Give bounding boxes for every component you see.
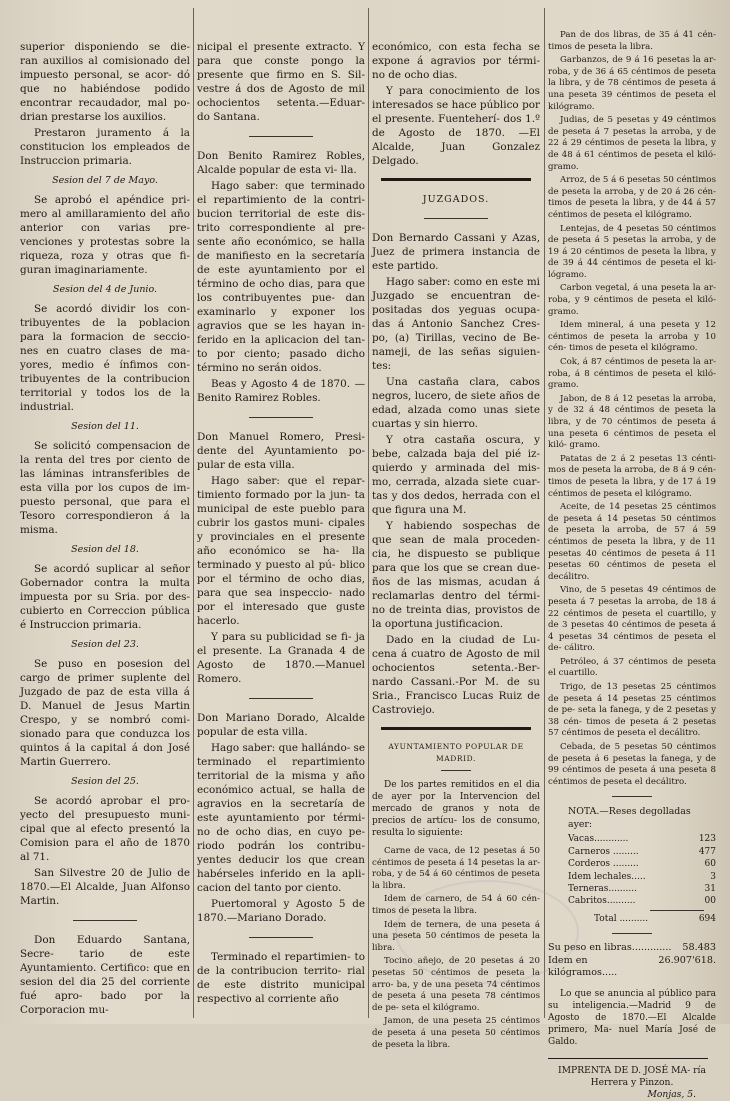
kilo-value: 26.907'618. [658, 954, 716, 966]
paragraph: económico, con esta fecha se expone á agravios por térmi- no de ocho dias. [372, 41, 540, 81]
price-entry: Garbanzos, de 9 á 16 pesetas la ar- roba, y de 36 á 65 céntimos de peseta la libra, y de 78 céntimos de peseta á una peseta 39 céntimos de peseta el kilógramo. [548, 55, 716, 112]
paragraph: Y habiendo sospechas de que sean de mala proceden- cia, he dispuesto se publique para que los que se crean due- ños de las mismas, acudan á reclamarlas dentro del térmi- no de treinta dias, provistos de la oportuna justificacion. [372, 520, 540, 630]
price-entry: Tocino añejo, de 20 pesetas á 20 pesetas 50 céntimos de peseta la arro- ba, y de una peseta 74 céntimos de peseta á una peseta 78 céntimos de pe- seta el kilógramo. [372, 956, 540, 1013]
section-subtitle: MADRID. [435, 754, 477, 763]
imprint-line: IMPRENTA DE D. JOSÉ MA- ría Herrera y Pinzon. [558, 1065, 706, 1089]
column-3 [372, 0, 540, 1050]
paragraph: Y otra castaña oscura, y bebe, calzada baja del pié iz- quierdo y arminada del mis- mo, cerrada, alzada siete cuar- tas y dos dedos, herrada con el que figura una M. [372, 434, 540, 516]
total-rule [650, 910, 704, 911]
reses-value: 477 [698, 846, 716, 857]
reses-label: Idem lechales..... [568, 871, 646, 882]
paragraph: De los partes remitidos en el dia de ayer por la Intervencion del mercado de granos y nota de precios de artícu- los de consumo, resulta lo siguiente: [372, 780, 540, 838]
price-entry: Petróleo, á 37 céntimos de peseta el cuartillo. [548, 656, 716, 679]
separator-rule [441, 770, 471, 771]
session-heading: Sesion del 7 de Mayo. [52, 175, 158, 186]
kilo-label: Idem en kilógramos..... [548, 954, 618, 979]
paragraph: Se aprobó el apéndice pri- mero al amillaramiento del año anterior con varias pre- venciones y protestas sobre la riqueza, roza y otras que fi- guran imaginariamente. [20, 194, 190, 276]
paragraph: superior disponiendo se die- ran auxilios al comisionado del impuesto personal, se acor- dó que no habiéndose podido encontrar recaudador, mal po- drian prestarse los auxilios. [20, 41, 190, 123]
column-divider [193, 8, 194, 1018]
signature: Beas y Agosto 4 de 1870. —Benito Ramirez Robles. [197, 378, 365, 404]
paragraph: Hago saber: que el repar- timiento formado por la jun- ta municipal de este pueblo para cubrir los gastos muni- cipales y provinciales en el presente año económico se ha- lla terminado y puesto al pú- blico por el término de ocho dias, para que sea inspeccio- nado por el interesado que guste hacerlo. [197, 475, 365, 627]
column-4 [548, 0, 716, 1101]
paragraph: Terminado el repartimien- to de la contribucion territo- rial de este distrito municipal respectivo al corriente año [197, 951, 365, 1005]
column-divider [368, 8, 369, 1018]
separator-rule [249, 937, 313, 938]
reses-value: 123 [698, 834, 716, 845]
price-entry: Carne de vaca, de 12 pesetas á 50 céntimos de peseta á 14 pesetas la ar- roba, y de 54 á 60 céntimos de peseta la libra. [372, 846, 540, 891]
reses-row [548, 895, 716, 907]
paragraph: Y para su publicidad se fi- ja el presente. La Granada 4 de Agosto de 1870.—Manuel Romero. [197, 631, 365, 685]
price-entry: Aceite, de 14 pesetas 25 céntimos de peseta á 14 pesetas 50 céntimos de peseta la arroba, de 57 á 59 céntimos de peseta la libra, y de 11 pesetas 40 céntimos de peseta á 11 pesetas 60 céntimos de peseta el decálitro. [548, 502, 716, 582]
peso-value: 58.483 [682, 942, 716, 954]
price-entry: Cebada, de 5 pesetas 50 céntimos de peseta á 6 pesetas la fanega, y de 99 céntimos de peseta á una peseta 8 céntimos de peseta el decálitro. [548, 742, 716, 787]
reses-label: Cabritos.......... [568, 896, 636, 907]
paragraph: Don Eduardo Santana, Secre- tario de este Ayuntamiento. Certifico: que en sesion del dia 25 del corriente fué apro- bado por la Corporacion mu- [20, 934, 190, 1016]
library-stamp-watermark [395, 880, 579, 984]
paragraph: Hago saber: como en este mi Juzgado se encuentran de- positadas dos yeguas ocupa- das á Antonio Sanchez Cres- po, (a) Tirillas, vecino de Be- nameji, de las señas siguien- tes: [372, 276, 540, 372]
price-entry: Carbon vegetal, á una peseta la ar- roba, y 9 céntimos de peseta el kiló- gramo. [548, 283, 716, 317]
reses-label: Corderos ......... [568, 859, 639, 870]
price-entry: Cok, á 87 céntimos de peseta la ar- roba, á 8 céntimos de peseta el kiló- gramo. [548, 357, 716, 391]
separator-rule [424, 218, 488, 219]
paragraph: Y para conocimiento de los interesados se hace público por el presente. Fuenteherí- dos 1.º de Agosto de 1870. —El Alcalde, Juan Gonzalez Delgado. [372, 85, 540, 167]
reses-row [548, 883, 716, 895]
reses-row [548, 833, 716, 845]
price-entry: Idem mineral, á una peseta y 12 céntimos de peseta la arroba y 10 cén- timos de peseta el kilógramo. [548, 320, 716, 354]
session-heading: Sesion del 4 de Junio. [52, 284, 158, 295]
signature: Puertomoral y Agosto 5 de 1870.—Mariano Dorado. [197, 898, 365, 924]
reses-value: 60 [704, 859, 716, 870]
price-entry: Trigo, de 13 pesetas 25 céntimos de peseta á 14 pesetas 25 céntimos de pe- seta la fanega, y de 2 pesetas y 38 cén- timos de peseta á 2 pesetas 57 céntimos de peseta el decálitro. [548, 682, 716, 739]
session-heading: Sesion del 11. [71, 421, 139, 432]
reses-value: 00 [704, 896, 716, 907]
price-entry: Arroz, de 5 á 6 pesetas 50 céntimos de peseta la arroba, y de 20 á 26 cén- timos de peseta la libra, y de 44 á 57 céntimos de peseta el kilógramo. [548, 175, 716, 220]
paragraph: Se puso en posesion del cargo de primer suplente del Juzgado de paz de esta villa á D. Manuel de Jesus Martin Crespo, y se nombró comi- sionado para que conduzca los quintos á la capital á don José Martin Guerrero. [20, 658, 190, 768]
section-rule [381, 178, 531, 181]
price-entry: Idem de ternera, de una peseta á una peseta 50 céntimos de peseta la libra. [372, 919, 540, 953]
paragraph: Se acordó suplicar al señor Gobernador contra la multa impuesta por su Sria. por des- cubierto en Correccion pública é Instruccion primaria. [20, 563, 190, 631]
separator-rule [612, 796, 652, 797]
separator-rule [73, 920, 137, 921]
section-title: AYUNTAMIENTO POPULAR DE [388, 742, 524, 751]
paragraph: Hago saber: que hallándo- se terminado el repartimiento territorial de la misma y año económico actual, se halla de agravios en la secretaría de este ayuntamiento por térmi- no de ocho dias, en cuyo pe- riodo podrán los contribu- yentes deducir los que crean habérseles inferido en la apli- cacion del tanto por ciento. [197, 742, 365, 894]
peso-label: Su peso en libras............. [548, 942, 672, 954]
price-entry: Jabon, de 8 á 12 pesetas la arroba, y de 32 á 48 céntimos de peseta la libra, y de 70 céntimos de peseta á una peseta 6 céntimos de peseta el kiló- gramo. [548, 393, 716, 451]
reses-value: 31 [704, 884, 716, 895]
reses-label: Carneros ......... [568, 846, 639, 857]
reses-value: 3 [710, 871, 716, 882]
session-heading: Sesion del 18. [71, 544, 139, 555]
reses-row [548, 846, 716, 858]
notice-heading: Don Manuel Romero, Presi- dente del Ayuntamiento po- pular de esta villa. [197, 431, 365, 471]
column-1 [20, 0, 190, 1024]
total-label: Total .......... [594, 913, 649, 924]
notice-heading: Don Bernardo Cassani y Azas, Juez de primera instancia de este partido. [372, 232, 540, 272]
reses-row [548, 871, 716, 883]
paragraph: Hago saber: que terminado el repartimiento de la contri- bucion territorial de este dis- trito correspondiente al pre- sente año económico, se halla de manifiesto en la secretaría de este ayuntamiento por el término de ocho dias, para que los contribuyentes pue- dan examinarlo y exponer los agravios que se les hayan in- ferido en la aplicacion del tan- to por ciento; pasado dicho término no serán oidos. [197, 180, 365, 374]
price-entry: Vino, de 5 pesetas 49 céntimos de peseta á 7 pesetas la arroba, de 18 á 22 céntimos de peseta el cuartillo, y de 3 pesetas 40 céntimos de peseta á 4 pesetas 34 céntimos de peseta el de- cálitro. [548, 585, 716, 654]
imprint-address: Monjas, 5. [647, 1089, 696, 1101]
kilo-row [548, 955, 716, 980]
price-entry: Idem de carnero, de 54 á 60 cén- timos de peseta la libra. [372, 894, 540, 916]
session-heading: Sesion del 25. [71, 776, 139, 787]
signature: Dado en la ciudad de Lu- cena á cuatro de Agosto de mil ochocientos setenta.-Ber- nardo Cassani.-Por M. de su Sria., Francisco Lucas Ruiz de Castroviejo. [372, 634, 540, 716]
section-rule [381, 727, 531, 730]
reses-label: Vacas............ [568, 834, 629, 845]
paragraph: nicipal el presente extracto. Y para que conste pongo la presente que firmo en S. Sil- vestre á dos de Agosto de mil ochocientos setenta.—Eduar- do Santana. [197, 41, 365, 123]
notice-heading: Don Benito Ramirez Robles, Alcalde popular de esta vi- lla. [197, 150, 365, 176]
price-entry: Lentejas, de 4 pesetas 50 céntimos de peseta á 5 pesetas la arroba, y de 19 á 20 céntimos de peseta la libra, y de 39 á 44 céntimos de peseta el ki- lógramo. [548, 223, 716, 280]
paragraph: Se solicitó compensacion de la renta del tres por ciento de las láminas intransferibles de esta villa por los cupos de im- puesto personal, que para el Tesoro correspondieron á la misma. [20, 440, 190, 536]
price-entry: Patatas de 2 á 2 pesetas 13 cénti- mos de peseta la arroba, de 8 á 9 cén- timos de peseta la libra, y de 17 á 19 céntimos de peseta el kilógramo. [548, 453, 716, 499]
column-divider [544, 8, 545, 1018]
paragraph: Prestaron juramento á la constitucion los empleados de Instruccion primaria. [20, 127, 190, 167]
price-entry: Judias, de 5 pesetas y 49 céntimos de peseta á 7 pesetas la arroba, y de 22 á 29 céntimos de peseta la libra, y de 48 á 61 céntimos de peseta el kiló- gramo. [548, 115, 716, 172]
paragraph: Se acordó aprobar el pro- yecto del presupuesto muni- cipal que al efecto presentó la Comision para el año de 1870 al 71. [20, 795, 190, 863]
price-entry: Pan de dos libras, de 35 á 41 cén- timos de peseta la libra. [548, 30, 716, 52]
paragraph: Se acordó dividir los con- tribuyentes de la poblacion para la formacion de seccio- nes en cuatro clases de ma- yores, medio é ínfimos con- tribuyentes de la contribucion territorial y todos los de la industrial. [20, 303, 190, 413]
price-entry: Jamon, de una peseta 25 céntimos de peseta á una peseta 50 céntimos de peseta la libra. [372, 1016, 540, 1050]
notice-heading: Don Mariano Dorado, Alcalde popular de esta villa. [197, 712, 365, 738]
session-heading: Sesion del 23. [71, 639, 139, 650]
reses-row [548, 858, 716, 870]
separator-rule [249, 417, 313, 418]
separator-rule [249, 136, 313, 137]
nota-title: NOTA.—Reses degolladas ayer: [568, 806, 691, 831]
reses-label: Terneras.......... [568, 884, 637, 895]
section-title: JUZGADOS. [422, 194, 490, 205]
total-value: 694 [698, 913, 716, 924]
imprint-rule [548, 1058, 708, 1059]
column-2 [197, 0, 365, 1024]
imprint [548, 1065, 716, 1101]
closing-paragraph: Lo que se anuncia al público para su inteligencia.—Madrid 9 de Agosto de 1870.—El Alcalde primero, Ma- nuel María José de Galdo. [548, 989, 716, 1048]
separator-rule [249, 698, 313, 699]
separator-rule [612, 933, 652, 934]
paragraph: Una castaña clara, cabos negros, lucero, de siete años de edad, alzada como unas siete cuartas y sin hierro. [372, 376, 540, 430]
signature: San Silvestre 20 de Julio de 1870.—El Alcalde, Juan Alfonso Martin. [20, 867, 190, 907]
